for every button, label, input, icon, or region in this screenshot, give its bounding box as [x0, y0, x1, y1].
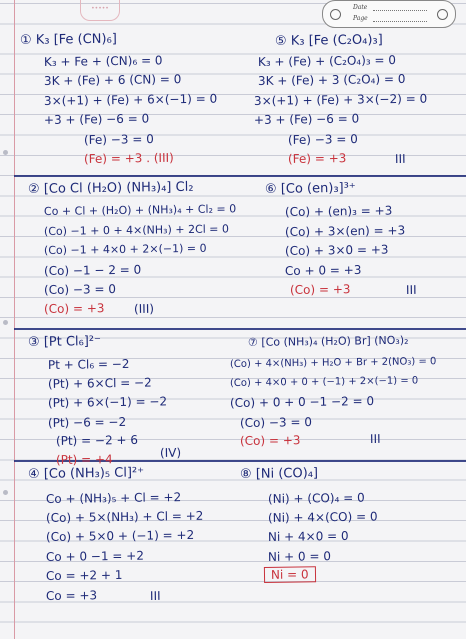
problem-8-step: Ni + 4×0 = 0 [267, 528, 349, 544]
notebook-stamp: ••••• [80, 0, 120, 21]
problem-8-step: Ni + 0 = 0 [267, 549, 332, 564]
problem-5-answer: (Fe) = +3 [287, 151, 347, 166]
problem-4-step: Co = +2 + 1 [45, 567, 123, 583]
problem-8-formula: ⑧ [Ni (CO)₄] [239, 465, 319, 482]
problem-2-step: (Co) −3 = 0 [43, 281, 116, 297]
problem-3-step: Pt + Cl₆ = −2 [47, 356, 130, 372]
ring-icon [330, 9, 341, 20]
problem-8-step: (Ni) + (CO)₄ = 0 [267, 490, 365, 506]
problem-6-step: Co + 0 = +3 [284, 262, 362, 278]
problem-6-formula: ⑥ [Co (en)₃]³⁺ [264, 180, 356, 197]
problem-4-answer: Co = +3 [45, 588, 98, 603]
problem-2-formula: ② [Co Cl (H₂O) (NH₃)₄] Cl₂ [27, 179, 194, 197]
section-divider [14, 328, 466, 330]
problem-4-step: (Co) + 5×(NH₃) + Cl = +2 [45, 508, 204, 525]
problem-1-formula: ① K₃ [Fe (CN)₆] [19, 31, 117, 48]
problem-5-step: 3K + (Fe) + 3 (C₂O₄) = 0 [257, 71, 406, 88]
problem-5-step: 3×(+1) + (Fe) + 3×(−2) = 0 [253, 91, 428, 108]
problem-1-step: 3×(+1) + (Fe) + 6×(−1) = 0 [43, 91, 218, 108]
problem-6-step: (Co) + 3×0 = +3 [284, 242, 389, 258]
problem-3-step: (Pt) = −2 + 6 [55, 432, 139, 448]
problem-4-oxidation-state: III [149, 588, 161, 603]
page-label: Page [353, 15, 368, 22]
problem-5-step: (Fe) −3 = 0 [287, 132, 358, 147]
problem-1-step: (Fe) −3 = 0 [83, 132, 154, 147]
problem-2-step: (Co) −1 + 0 + 4×(NH₃) + 2Cl = 0 [43, 222, 230, 238]
problem-7-step: (Co) + 4×(NH₃) + H₂O + Br + 2(NO₃) = 0 [229, 356, 437, 370]
problem-6-step: (Co) + (en)₃ = +3 [284, 203, 393, 219]
ring-icon [437, 9, 448, 20]
binder-hole [3, 490, 8, 495]
problem-7-step: (Co) −3 = 0 [239, 414, 312, 430]
section-divider [14, 175, 466, 177]
problem-6-oxidation-state: III [405, 282, 417, 297]
binder-hole [3, 150, 8, 155]
problem-3-oxidation-state: (IV) [159, 445, 182, 460]
problem-5-step: K₃ + (Fe) + (C₂O₄)₃ = 0 [257, 53, 397, 69]
date-page-box [322, 0, 456, 28]
date-label: Date [353, 4, 368, 11]
problem-5-step: +3 + (Fe) −6 = 0 [253, 111, 360, 127]
problem-3-step: (Pt) −6 = −2 [47, 414, 127, 430]
problem-1-answer: (Fe) = +3 . (III) [83, 150, 174, 166]
problem-5-oxidation-state: III [394, 151, 406, 166]
problem-2-step: (Co) −1 + 4×0 + 2×(−1) = 0 [43, 241, 207, 257]
problem-3-answer: (Pt) = +4 [55, 452, 113, 467]
problem-3-formula: ③ [Pt Cl₆]²⁻ [27, 333, 102, 350]
problem-2-step: Co + Cl + (H₂O) + (NH₃)₄ + Cl₂ = 0 [43, 202, 237, 218]
problem-7-oxidation-state: III [369, 431, 381, 446]
problem-2-step: (Co) −1 − 2 = 0 [43, 262, 142, 278]
problem-7-answer: (Co) = +3 [239, 433, 301, 448]
date-rule [373, 10, 427, 11]
problem-4-formula: ④ [Co (NH₃)₅ Cl]²⁺ [27, 465, 145, 482]
problem-7-step: (Co) + 4×0 + 0 + (−1) + 2×(−1) = 0 [229, 375, 419, 389]
problem-8-step: (Ni) + 4×(CO) = 0 [267, 509, 378, 525]
problem-6-step: (Co) + 3×(en) = +3 [284, 223, 406, 239]
page-rule [373, 21, 427, 22]
problem-1-step: +3 + (Fe) −6 = 0 [43, 111, 150, 127]
problem-6-answer: (Co) = +3 [289, 282, 351, 297]
problem-4-step: Co + 0 −1 = +2 [45, 548, 145, 564]
problem-5-formula: ⑤ K₃ [Fe (C₂O₄)₃] [274, 32, 383, 49]
problem-7-formula: ⑦ [Co (NH₃)₄ (H₂O) Br] (NO₃)₂ [247, 333, 409, 349]
problem-3-step: (Pt) + 6×Cl = −2 [47, 375, 152, 391]
problem-4-step: Co + (NH₃)₅ + Cl = +2 [45, 490, 182, 506]
problem-2-oxidation-state: (III) [133, 301, 155, 316]
problem-3-step: (Pt) + 6×(−1) = −2 [47, 394, 168, 410]
problem-8-answer: Ni = 0 [264, 566, 316, 583]
margin-line [14, 0, 15, 639]
problem-7-step: (Co) + 0 + 0 −1 −2 = 0 [229, 393, 375, 410]
problem-4-step: (Co) + 5×0 + (−1) = +2 [45, 527, 195, 544]
problem-1-step: K₃ + Fe + (CN)₆ = 0 [43, 53, 163, 69]
binder-hole [3, 320, 8, 325]
problem-2-answer: (Co) = +3 [43, 301, 105, 316]
problem-1-step: 3K + (Fe) + 6 (CN) = 0 [43, 72, 182, 88]
